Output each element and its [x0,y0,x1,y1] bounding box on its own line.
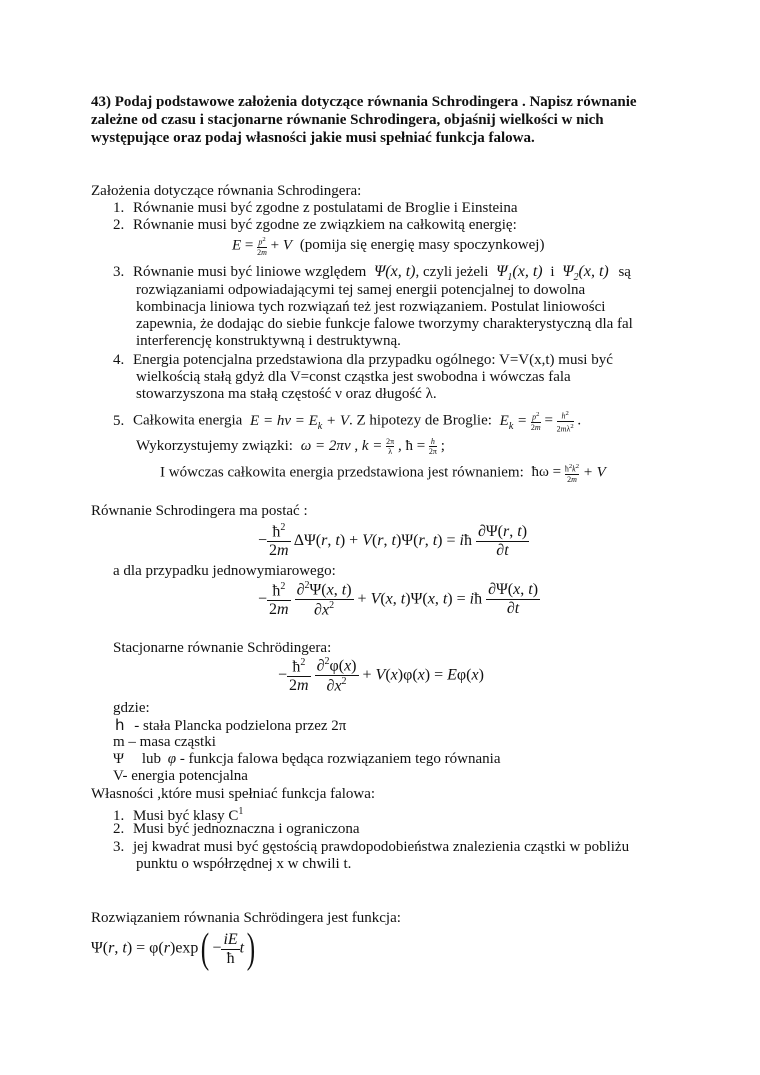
schrodinger-intro: Równanie Schrodingera ma postać : [91,503,308,519]
assumption-5-line2: Wykorzystujemy związki: ω = 2πν , k = $\frac{2\pi}{\lambda}$ , ħ = $\frac{h}{2\pi}$ ; [136,437,445,456]
solution-text: Rozwiązaniem równania Schrödingera jest funkcja: [91,910,401,926]
stationary-equation: − $\frac{ħ^2}{2m}$ $\frac{\partial^2\varphi(x)}{\partial x^2}$ + V(x)φ(x) = Eφ(x) [278,656,484,695]
property-1: 1. Musi być klasy $C^1$ [113,806,244,824]
property-3-line2: punktu o współrzędnej x w chwili t. [136,856,352,872]
where-title: gdzie: [113,700,150,716]
assumption-4-line2: wielkością stałą gdyż dla V=const cząstka jest swobodna i wówczas fala [136,369,571,385]
question-heading: 43) Podaj podstawowe założenia dotyczące równania Schrodingera . Napisz równanie zależne od czasu i stacjonarne równanie Schrodingera, objaśnij wielkości w nich występujące oraz podaj własności jakie musi spełniać funkcja falowa. [91,94,637,146]
assumption-3-line4: zapewnia, że dodając do siebie funkcje falowe tworzymy charakterystyczną dla fal [136,316,633,332]
one-dim-intro: a dla przypadku jednowymiarowego: [113,563,336,579]
assumption-1: 1. Równanie musi być zgodne z postulatami de Broglie i Einsteina [113,200,518,216]
where-psi: Ψ lub φ - funkcja falowa będąca rozwiązaniem tego równania [113,751,501,767]
assumption-5-line3: I wówczas całkowita energia przedstawiona jest równaniem: ħω = $\frac{ħ^2k^2}{2m}$ + V [160,463,606,484]
assumption-3-line2: rozwiązaniami odpowiadającymi tej samej energii potencjalnej to dowolna [136,282,586,298]
time-dependent-equation: − $\frac{ħ^2}{2m}$ ΔΨ(r, t) + V(r, t)Ψ(r, t) = iħ $\frac{\partial\Psi(r, t)}{\partial t}$ [258,522,528,560]
assumption-5: 5. Całkowita energia $E = h\nu = E_k + V$. Z hipotezy de Broglie: $E_k$ = $\frac{p^2}{2m}$ = $\frac{h^2}{2m\lambda^2}$ . [113,410,582,434]
assumption-3-line3: kombinacja liniowa tych rozwiązań też jest rozwiązaniem. Postulat liniowości [136,299,606,315]
stationary-intro: Stacjonarne równanie Schrödingera: [113,640,332,656]
property-3: 3. jej kwadrat musi być gęstością prawdopodobieństwa znalezienia cząstki w pobliżu [113,839,630,855]
where-m: m – masa cząstki [113,734,216,750]
assumption-3-line5: interferencję konstruktywną i destruktywną. [136,333,401,349]
property-2: 2. Musi być jednoznaczna i ograniczona [113,821,360,837]
where-v: V- energia potencjalna [113,768,248,784]
energy-note: (pomija się energię masy spoczynkowej) [299,237,545,254]
assumption-2: 2. Równanie musi być zgodne ze związkiem na całkowitą energię: [113,217,517,233]
assumption-4: 4. Energia potencjalna przedstawiona dla przypadku ogólnego: V=V(x,t) musi być [113,352,613,368]
solution-equation: Ψ(r, t) = φ(r)exp( − $\frac{iE}{ħ}$ t) [91,926,256,972]
assumptions-title: Założenia dotyczące równania Schrodingera: [91,183,362,199]
one-dim-equation: − $\frac{ħ^2}{2m}$ $\frac{\partial^2\Psi(x, t)}{\partial x^2}$ + V(x, t)Ψ(x, t) = iħ $\frac{\partial\Psi(x, t)}{\partial t}$ [258,580,539,619]
energy-equation: E = $\frac{p^2}{2m}$ + V (pomija się energię masy spoczynkowej) [232,236,545,257]
assumption-3: 3. Równanie musi być liniowe względem Ψ(x, t), czyli jeżeli $\Psi_1(x$, t) i $\Psi_2(x$, t) są [113,263,631,284]
properties-title: Własności ,które musi spełniać funkcja falowa: [91,786,376,802]
where-h: h - stała Plancka podzielona przez 2π [115,716,347,734]
assumption-4-line3: stowarzyszona ma stałą częstość ν oraz długość λ. [136,386,437,402]
